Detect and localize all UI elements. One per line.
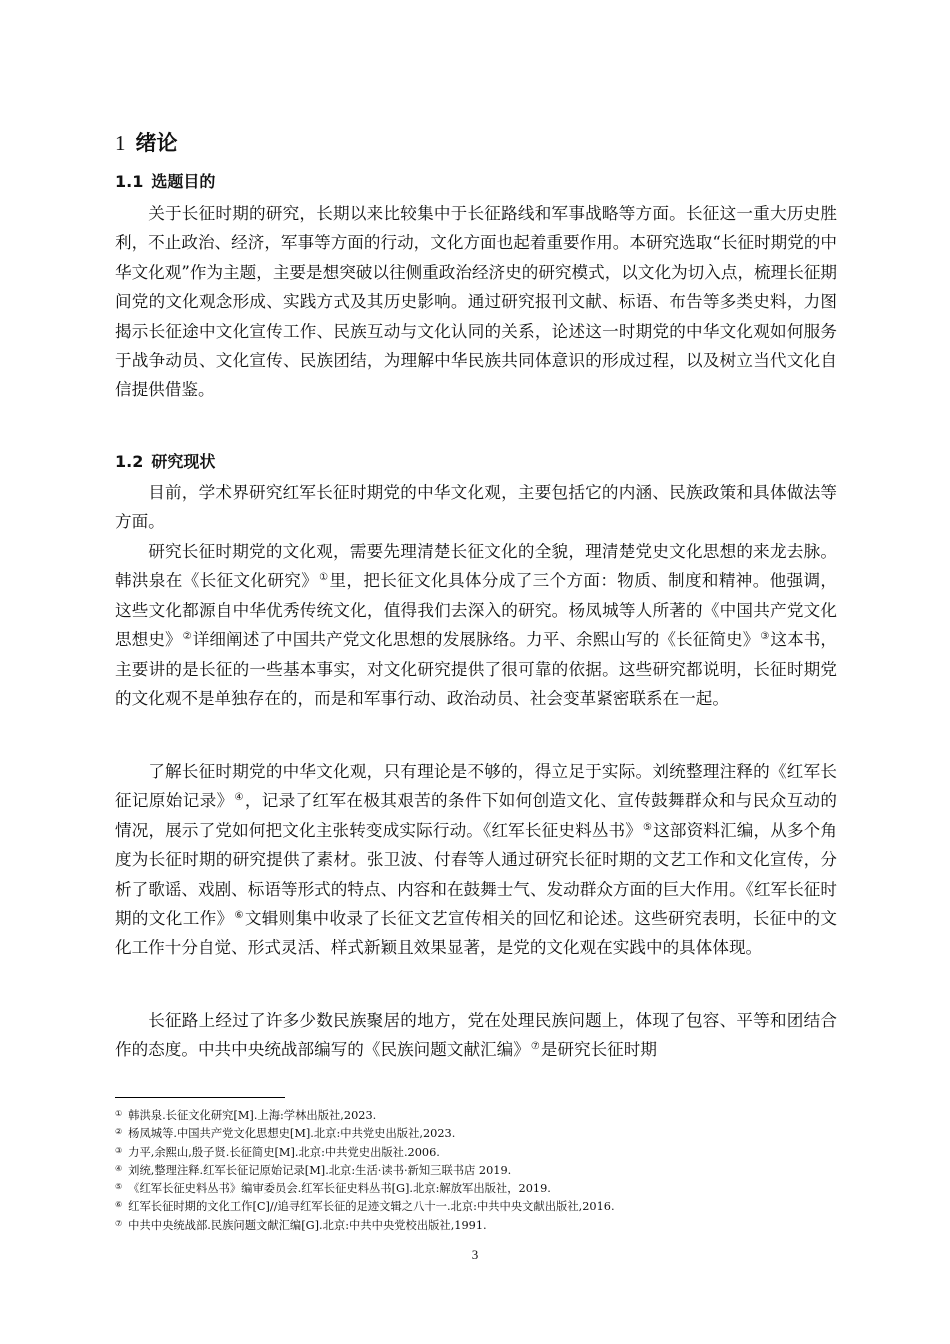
footnote-ref-6[interactable]: ⑥ bbox=[234, 910, 244, 922]
paragraph-purpose: 关于长征时期的研究，长期以来比较集中于长征路线和军事战略等方面。长征这一重大历史胜利，不止政治、经济，军事等方面的行动，文化方面也起着重要作用。本研究选取“长征时期党的中华文化观”作为主题，主要是想突破以往侧重政治经济史的研究模式，以文化为切入点，梳理长征期间党的文化观念形成、实践方式及其历史影响。通过研究报刊文献、标语、布告等多类史料，力图揭示长征途中文化宣传工作、民族互动与文化认同的关系，论述这一时期党的中华文化观如何服务于战争动员、文化宣传、民族团结，为理解中华民族共同体意识的形成过程，以及树立当代文化自信提供借鉴。 bbox=[115, 204, 838, 400]
footnote-ref-2[interactable]: ② bbox=[182, 631, 192, 643]
footnote-6: ⑥ 红军长征时期的文化工作[C]//追寻红军长征的足迹文辑之八十一.北京:中共中央文献出版社,2016. bbox=[115, 1200, 615, 1214]
footnote-ref-1[interactable]: ① bbox=[319, 572, 329, 584]
footnotes bbox=[115, 1106, 837, 1234]
section-title: 选题目的 bbox=[151, 172, 216, 191]
footnote-ref-7[interactable]: ⑦ bbox=[530, 1041, 540, 1053]
paragraph-status-practice: 了解长征时期党的中华文化观，只有理论是不够的，得立足于实际。刘统整理注释的《红军长征记原始记录》④，记录了红军在极其艰苦的条件下如何创造文化、宣传鼓舞群众和与民众互动的情况，展示了党如何把文化主张转变成实际行动。《红军长征史料丛书》⑤这部资料汇编，从多个角度为长征时期的研究提供了素材。张卫波、付春等人通过研究长征时期的文艺工作和文化宣传，分析了歌谣、戏剧、标语等形式的特点、内容和在鼓舞士气、发动群众方面的巨大作用。《红军长征时期的文化工作》⑥文辑则集中收录了长征文艺宣传相关的回忆和论述。这些研究表明，长征中的文化工作十分自觉、形式灵活、样式新颖且效果显著，是党的文化观在实践中的具体体现。 bbox=[115, 762, 838, 958]
footnote-separator bbox=[115, 1097, 285, 1098]
footnote-3: ③ 力平,余熙山,殷子贤.长征简史[M].北京:中共党史出版社.2006. bbox=[115, 1145, 440, 1159]
footnote-4: ④ 刘统,整理注释.红军长征记原始记录[M].北京:生活·读书·新知三联书店 2019. bbox=[115, 1163, 512, 1177]
chapter-heading bbox=[115, 128, 178, 158]
section-heading-1-2 bbox=[115, 450, 215, 474]
paragraph-status-ethnic: 长征路上经过了许多少数民族聚居的地方，党在处理民族问题上，体现了包容、平等和团结合作的态度。中共中央统战部编写的《民族问题文献汇编》⑦是研究长征时期 bbox=[115, 1011, 837, 1060]
section-heading-1-1 bbox=[115, 170, 215, 194]
footnote-7: ⑦ 中共中央统战部.民族问题文献汇编[G].北京:中共中央党校出版社,1991. bbox=[115, 1218, 487, 1232]
chapter-number: 1 bbox=[115, 131, 126, 155]
page-number: 3 bbox=[471, 1247, 479, 1262]
paragraph-status-intro: 目前，学术界研究红军长征时期党的中华文化观，主要包括它的内涵、民族政策和具体做法等方面。 bbox=[115, 483, 837, 532]
paragraph-status-theory: 研究长征时期党的文化观，需要先理清楚长征文化的全貌，理清楚党史文化思想的来龙去脉。韩洪泉在《长征文化研究》①里，把长征文化具体分成了三个方面：物质、制度和精神。他强调，这些文化都源自中华优秀传统文化，值得我们去深入的研究。杨凤城等人所著的《中国共产党文化思想史》②详细阐述了中国共产党文化思想的发展脉络。力平、余熙山写的《长征简史》③这本书，主要讲的是长征的一些基本事实，对文化研究提供了很可靠的依据。这些研究都说明，长征时期党的文化观不是单独存在的，而是和军事行动、政治动员、社会变革紧密联系在一起。 bbox=[115, 542, 838, 709]
section-title: 研究现状 bbox=[151, 452, 216, 471]
footnote-1: ① 韩洪泉.长征文化研究[M].上海:学林出版社,2023. bbox=[115, 1109, 377, 1122]
footnote-5: ⑤ 《红军长征史料丛书》编审委员会.红军长征史料丛书[G].北京:解放军出版社，2019. bbox=[115, 1182, 551, 1196]
section-number: 1.1 bbox=[115, 172, 144, 191]
footnote-ref-5[interactable]: ⑤ bbox=[643, 821, 653, 833]
chapter-title: 绪论 bbox=[135, 131, 178, 155]
footnote-2: ② 杨凤城等.中国共产党文化思想史[M].北京:中共党史出版社,2023. bbox=[115, 1127, 456, 1141]
footnote-ref-4[interactable]: ④ bbox=[234, 792, 244, 804]
footnote-ref-3[interactable]: ③ bbox=[760, 631, 770, 643]
section-number: 1.2 bbox=[115, 452, 144, 471]
